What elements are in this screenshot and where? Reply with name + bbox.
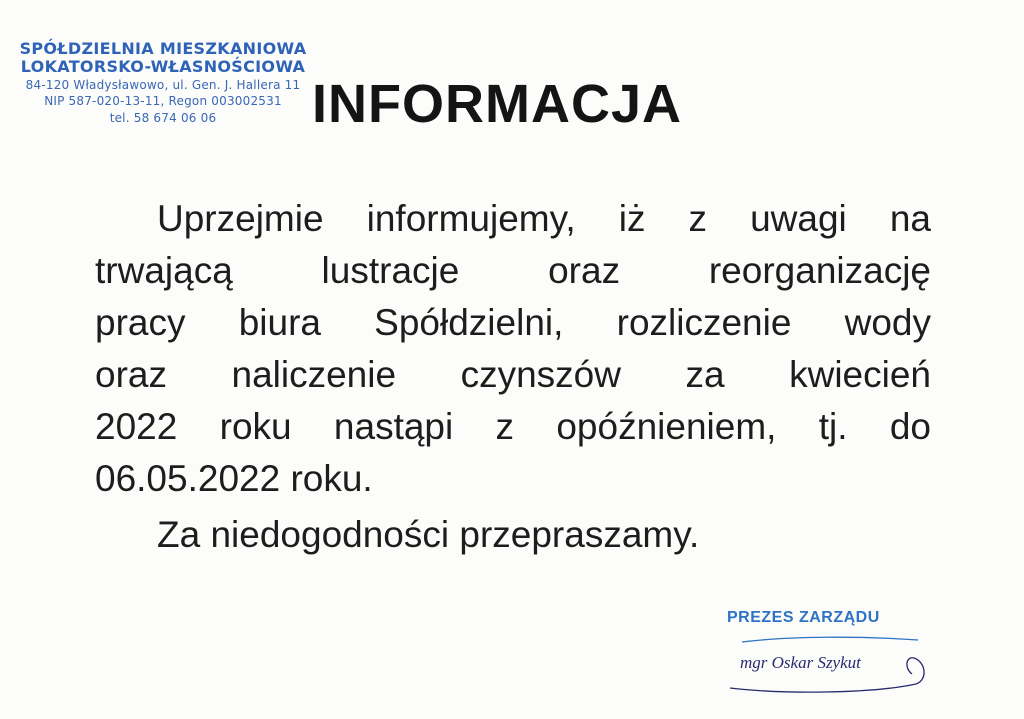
apology-text: Za niedogodności przepraszamy.	[157, 514, 700, 555]
document-title: INFORMACJA	[312, 74, 682, 134]
stamp-line-phone: tel. 58 674 06 06	[109, 110, 217, 125]
stamp-line-nip-regon: NIP 587-020-13-11, Regon 003002531	[44, 94, 282, 109]
body-line-3: pracy biura Spółdzielni, rozliczenie wody	[95, 302, 931, 343]
signature-title: PREZES ZARZĄDU	[727, 609, 880, 626]
signature-underline	[740, 634, 920, 646]
stamp-line-type: LOKATORSKO-WŁASNOŚCIOWA	[20, 56, 306, 76]
body-line-6: 06.05.2022 roku.	[95, 458, 373, 499]
body-line-2: trwającą lustracje oraz reorganizację	[95, 250, 931, 291]
announcement-body	[95, 193, 931, 561]
stamp-line-name: SPÓŁDZIELNIA MIESZKANIOWA	[19, 39, 307, 58]
cooperative-stamp	[18, 40, 308, 125]
body-line-4: oraz naliczenie czynszów za kwiecień	[95, 354, 931, 395]
stamp-line-address: 84-120 Władysławowo, ul. Gen. J. Hallera 11	[25, 77, 301, 92]
signature-name: mgr Oskar Szykut	[740, 653, 861, 672]
body-line-1: Uprzejmie informujemy, iż z uwagi na	[157, 198, 931, 239]
body-line-5: 2022 roku nastąpi z opóźnieniem, tj. do	[95, 406, 931, 447]
